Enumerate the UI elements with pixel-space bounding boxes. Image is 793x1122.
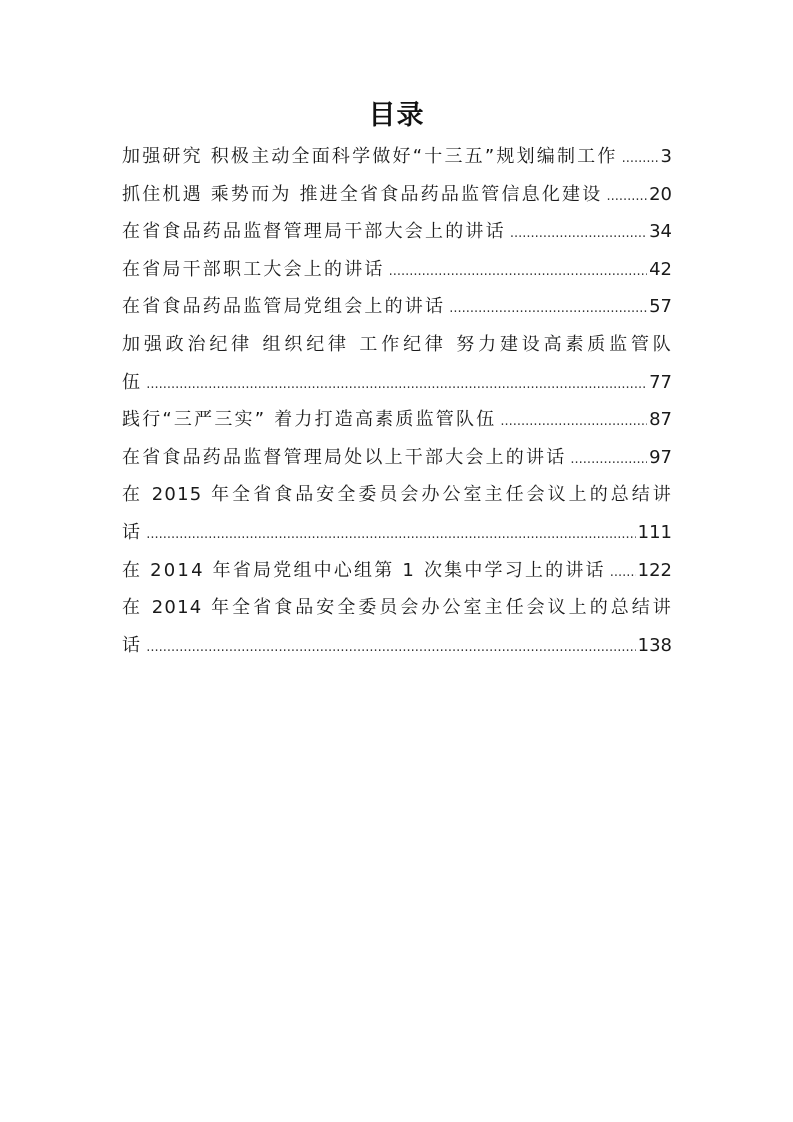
toc-dot-leader — [606, 178, 647, 216]
toc-entry[interactable] — [122, 401, 672, 439]
toc-entry-title: 践行“三严三实” 着力打造高素质监管队伍 — [122, 409, 497, 431]
toc-entry[interactable] — [122, 176, 672, 214]
toc-entry-title: 在省食品药品监督管理局处以上干部大会上的讲话 — [122, 446, 567, 468]
toc-entry[interactable] — [122, 439, 672, 477]
toc-entry-title-continued: 伍 — [122, 371, 143, 393]
toc-dot-leader — [610, 554, 636, 592]
toc-entry-title-continued: 话 — [122, 634, 143, 656]
toc-entry-title-continued: 话 — [122, 521, 143, 543]
toc-entry-title: 在省食品药品监管局党组会上的讲话 — [122, 296, 446, 318]
toc-dot-leader — [389, 253, 647, 291]
toc-list — [122, 138, 672, 664]
toc-entry-title: 加强政治纪律 组织纪律 工作纪律 努力建设高素质监管队 — [122, 333, 672, 355]
toc-entry-title: 在 2015 年全省食品安全委员会办公室主任会议上的总结讲 — [122, 484, 672, 506]
toc-page-number: 34 — [649, 221, 672, 243]
toc-page-number: 138 — [637, 634, 672, 656]
toc-entry-title: 在 2014 年省局党组中心组第 1 次集中学习上的讲话 — [122, 559, 606, 581]
toc-entry[interactable] — [122, 213, 672, 251]
toc-entry[interactable] — [122, 288, 672, 326]
toc-dot-leader — [622, 140, 659, 178]
toc-title: 目录 — [368, 100, 425, 131]
toc-entry-title: 在省局干部职工大会上的讲话 — [122, 258, 385, 280]
toc-page-number: 87 — [649, 409, 672, 431]
toc-entry-title: 在 2014 年全省食品安全委员会办公室主任会议上的总结讲 — [122, 597, 672, 619]
toc-dot-leader — [146, 366, 647, 404]
toc-page-number: 77 — [649, 371, 672, 393]
toc-page-number: 57 — [649, 296, 672, 318]
toc-entry[interactable] — [122, 476, 672, 551]
toc-entry[interactable] — [122, 138, 672, 176]
toc-page-number: 20 — [649, 183, 672, 205]
toc-page-number: 42 — [649, 258, 672, 280]
toc-dot-leader — [570, 441, 647, 479]
toc-dot-leader — [146, 629, 635, 667]
toc-entry[interactable] — [122, 552, 672, 590]
toc-dot-leader — [449, 290, 647, 328]
toc-entry-title: 抓住机遇 乘势而为 推进全省食品药品监管信息化建设 — [122, 183, 603, 205]
toc-entry[interactable] — [122, 326, 672, 401]
toc-entry-title: 在省食品药品监督管理局干部大会上的讲话 — [122, 221, 506, 243]
toc-entry[interactable] — [122, 251, 672, 289]
toc-dot-leader — [146, 516, 635, 554]
toc-dot-leader — [500, 403, 647, 441]
toc-page-number: 111 — [637, 521, 672, 543]
toc-page-number: 122 — [637, 559, 672, 581]
toc-page-number: 3 — [660, 146, 672, 167]
toc-entry[interactable] — [122, 589, 672, 664]
toc-page-number: 97 — [649, 446, 672, 468]
toc-dot-leader — [510, 215, 647, 253]
toc-entry-title: 加强研究 积极主动全面科学做好“十三五”规划编制工作 — [122, 146, 618, 167]
